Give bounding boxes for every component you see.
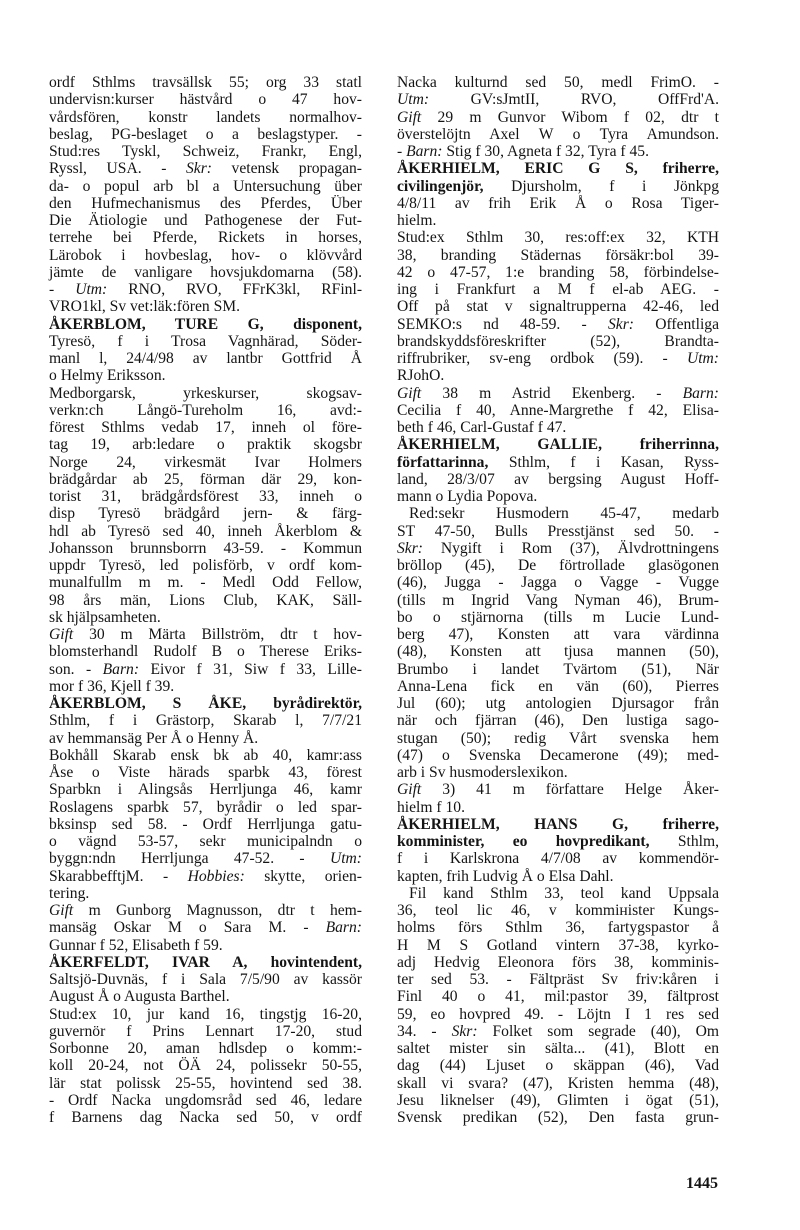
text-run: överstelöjtn Axel W o Tyra Amundson. — [397, 125, 719, 143]
text-run: ÅKERHIELM, ERIC G S, friherre, — [397, 160, 719, 178]
text-run: Utm: — [397, 91, 430, 109]
text-run: Gunnar f 52, Elisabeth f 59. — [49, 936, 223, 954]
text-run: Sthlm, — [649, 833, 720, 850]
text-run: guvernör f Prins Lennart 17-20, stud — [49, 1022, 362, 1040]
text-run: beslag, PG-beslaget o a beslagstyper. - — [49, 125, 362, 143]
text-line — [397, 609, 719, 626]
text-line — [49, 678, 362, 695]
text-line — [397, 1092, 719, 1109]
text-run: Lärobok i hovbeslag, hov- o klövvård — [49, 246, 362, 264]
text-run: Barn: — [102, 660, 140, 678]
text-run: 42 o 47-57, 1:e branding 58, förbindelse- — [397, 263, 719, 281]
text-run: f Barnens dag Nacka sed 50, v ordf — [49, 1109, 362, 1126]
text-run: SkarabbefftjM. - — [49, 867, 188, 885]
text-line — [49, 333, 362, 350]
text-line — [397, 712, 719, 729]
text-line — [49, 937, 362, 954]
text-line — [397, 937, 719, 954]
text-line — [397, 436, 719, 453]
text-run: - — [49, 281, 76, 298]
text-line — [49, 454, 362, 471]
text-line — [49, 74, 362, 91]
text-line — [397, 281, 719, 298]
text-line — [49, 367, 362, 384]
text-line — [49, 799, 362, 816]
text-run: undervisn:kurser hästvård o 47 hov- — [49, 91, 362, 109]
text-line — [397, 1075, 719, 1092]
text-line — [397, 988, 719, 1005]
text-line — [397, 592, 719, 609]
text-line — [49, 574, 362, 591]
text-run: 34. - — [397, 1022, 452, 1040]
text-run: uppdr Tyresö, led polisförb, v ordf kom- — [49, 557, 362, 574]
text-run: 3) 41 m författare Helge Åker- — [421, 781, 719, 799]
text-line — [397, 264, 719, 281]
text-run: Saltsjö-Duvnäs, f i Sala 7/5/90 av kassör — [49, 971, 362, 988]
text-line — [49, 626, 362, 643]
text-run: Gift — [49, 902, 74, 919]
text-line — [397, 1057, 719, 1074]
text-line — [397, 195, 719, 212]
text-run: Gift — [397, 108, 422, 126]
text-run: kapten, frih Ludvig Å o Elsa Dahl. — [397, 867, 614, 885]
text-run: Barn: — [682, 384, 719, 402]
text-line — [397, 126, 719, 143]
text-run: författarinna, — [397, 453, 489, 471]
text-line — [49, 402, 362, 419]
text-run: Gift — [49, 626, 74, 643]
text-line — [397, 505, 719, 522]
text-line — [49, 868, 362, 885]
text-run: av hemmansäg Per Å o Henny Å. — [49, 729, 259, 747]
text-line — [49, 557, 362, 574]
text-line — [49, 643, 362, 660]
text-run: tag 19, arb:ledare o praktik skogsbr — [49, 436, 362, 454]
text-line — [49, 661, 362, 678]
text-line — [397, 868, 719, 885]
text-run: ÅKERHIELM, HANS G, friherre, — [397, 815, 719, 833]
text-run: Utm: — [686, 350, 719, 367]
text-line — [49, 126, 362, 143]
text-line — [397, 160, 719, 177]
text-line — [397, 109, 719, 126]
text-line — [397, 902, 719, 919]
text-run: Anna-Lena fick en vän (60), Pierres — [397, 677, 719, 695]
text-run: Utm: — [329, 850, 362, 868]
text-line — [49, 712, 362, 729]
text-run: skall vi svara? (47), Kristen hemma (48), — [397, 1074, 719, 1092]
text-run: riffrubriker, sv-eng ordbok (59). - — [397, 350, 687, 367]
text-line — [397, 333, 719, 350]
text-run: komminister, eo hovpredikant, — [397, 833, 650, 850]
text-line — [397, 574, 719, 591]
text-line — [397, 247, 719, 264]
text-run: Nygift i Rom (37), Älvdrottningens — [422, 539, 719, 557]
text-line — [49, 764, 362, 781]
text-run: mann o Lydia Popova. — [397, 488, 538, 505]
text-line — [397, 385, 719, 402]
text-run: Eivor f 31, Siw f 33, Lille- — [139, 660, 362, 678]
text-run: land, 28/3/07 av bergsing August Hoff- — [397, 470, 719, 488]
text-line — [49, 833, 362, 850]
text-run: Norge 24, virkesmät Ivar Holmers — [49, 453, 362, 471]
text-run: ÅKERBLOM, S ÅKE, byrådirektör, — [49, 695, 362, 712]
text-run: - — [397, 143, 407, 160]
text-run: beth f 46, Carl-Gustaf f 47. — [397, 419, 567, 436]
text-line — [49, 212, 362, 229]
text-line — [49, 109, 362, 126]
text-run: Ryssl, USA. - — [49, 160, 186, 178]
text-run: holms förs Sthlm 36, fartygspastor å — [397, 919, 719, 937]
text-run: den Hufmechanismus des Pferdes, Über — [49, 194, 362, 212]
text-line — [397, 678, 719, 695]
text-line — [397, 402, 719, 419]
text-line — [49, 1023, 362, 1040]
text-line — [397, 488, 719, 505]
text-line — [49, 419, 362, 436]
text-run: lär stat polissk 25-55, hovintend sed 38. — [49, 1074, 362, 1092]
text-line — [49, 885, 362, 902]
text-line — [397, 747, 719, 764]
text-run: terrehe bei Pferde, Rickets in horses, — [49, 229, 362, 247]
text-run: 38, branding Städernas försäkr:bol 39- — [397, 246, 719, 264]
text-run: när och fjärran (46), Den lustiga sago- — [397, 712, 719, 730]
text-run: Folket som segrade (40), Om — [477, 1022, 720, 1040]
text-run: manl l, 24/4/98 av lantbr Gottfrid Å — [49, 350, 362, 367]
text-line — [397, 850, 719, 867]
text-run: Fil kand Sthlm 33, teol kand Uppsala — [409, 884, 719, 902]
text-line — [397, 454, 719, 471]
text-line — [397, 643, 719, 660]
text-line — [49, 91, 362, 108]
text-run: Nacka kulturnd sed 50, medl FrimO. - — [397, 74, 719, 91]
text-run: jämte de vanligare hovsjukdomarna (58). — [49, 263, 362, 281]
text-line — [397, 626, 719, 643]
text-line — [397, 1006, 719, 1023]
text-run: Utm: — [75, 281, 108, 298]
text-line — [49, 540, 362, 557]
text-run: Sparbkn i Alingsås Herrljunga 46, kamr — [49, 781, 362, 799]
text-line — [49, 988, 362, 1005]
text-run: vårdsfören, konstr landets normalhov- — [49, 108, 362, 126]
text-run: Offentliga — [633, 315, 719, 333]
text-line — [49, 229, 362, 246]
text-run: Barn: — [406, 143, 443, 160]
text-line — [397, 523, 719, 540]
text-line — [49, 919, 362, 936]
text-run: munalfullm m m. - Medl Odd Fellow, — [49, 574, 362, 592]
text-run: Bokhåll Skarab ensk bk ab 40, kamr:ass — [49, 746, 362, 764]
text-run: Jesu liknelser (49), Glimten i ögat (51), — [397, 1091, 719, 1109]
text-run: SEMKO:s nd 48-59. - — [397, 315, 608, 333]
text-run: torist 31, brädgårdsförest 33, inneh o — [49, 488, 362, 505]
text-run: Barn: — [325, 919, 362, 937]
text-run: 29 m Gunvor Wibom f 02, dtr t — [421, 108, 719, 126]
text-line — [49, 350, 362, 367]
text-run: Stud:ex Sthlm 30, res:off:ex 32, KTH — [397, 229, 719, 247]
text-line — [49, 298, 362, 315]
text-run: H M S Gotland vintern 37-38, kyrko- — [397, 936, 719, 954]
text-run: Hobbies: — [187, 867, 245, 885]
text-line — [49, 747, 362, 764]
text-run: VRO1kl, Sv vet:läk:fören SM. — [49, 298, 241, 316]
text-line — [49, 178, 362, 195]
text-run: brädgårdar ab 25, förman där 29, kon- — [49, 470, 362, 488]
text-run: Skr: — [451, 1022, 478, 1040]
text-run: (tills m Ingrid Vang Nyman 46), Brum- — [397, 591, 719, 609]
text-run: verkn:ch Långö-Tureholm 16, avd:- — [49, 401, 362, 419]
text-line — [49, 592, 362, 609]
text-line — [397, 781, 719, 798]
text-line — [397, 74, 719, 91]
text-line — [397, 1040, 719, 1057]
text-line — [49, 1057, 362, 1074]
text-line — [397, 419, 719, 436]
text-run: Svensk predikan (52), Den fasta grun- — [397, 1109, 719, 1126]
text-run: ÅKERBLOM, TURE G, disponent, — [49, 315, 362, 333]
text-line — [397, 540, 719, 557]
text-line — [397, 816, 719, 833]
text-run: August Å o Augusta Barthel. — [49, 988, 230, 1006]
text-line — [397, 971, 719, 988]
text-run: koll 20-24, not ÖÄ 24, polissekr 50-55, — [49, 1057, 362, 1075]
text-run: 98 års män, Lions Club, KAK, Säll- — [49, 591, 362, 609]
text-run: Off på stat v signaltrupperna 42-46, led — [397, 298, 719, 316]
text-run: m Gunborg Magnusson, dtr t hem- — [73, 902, 362, 919]
text-run: skytte, orien- — [244, 867, 362, 885]
text-run: Skr: — [185, 160, 212, 178]
text-line — [49, 781, 362, 798]
text-run: Cecilia f 40, Anne-Margrethe f 42, Elisa- — [397, 401, 719, 419]
text-line — [49, 1006, 362, 1023]
text-run: mor f 36, Kjell f 39. — [49, 677, 175, 695]
text-line — [397, 954, 719, 971]
text-run: Djursholm, f i Jönkpg — [483, 177, 719, 195]
text-line — [397, 471, 719, 488]
text-run: arb i Sv husmoderslexikon. — [397, 764, 568, 781]
text-run: ordf Sthlms travsällsk 55; org 33 statl — [49, 74, 362, 91]
text-run: son. - — [49, 660, 103, 678]
text-run: saltet mister sin sälta... (41), Blott en — [397, 1040, 719, 1057]
text-run: Stud:res Tyskl, Schweiz, Frankr, Engl, — [49, 143, 362, 160]
text-run: sk hjälpsamheten. — [49, 608, 161, 626]
text-line — [49, 195, 362, 212]
text-run: 36, teol lic 46, v kommінister Kungs- — [397, 902, 719, 919]
text-run: Die Ätiologie und Pathogenese der Fut- — [49, 212, 362, 229]
text-run: Roslagens sparbk 57, byrådir o led spar- — [49, 798, 362, 816]
text-run: da- o popul arb bl a Untersuchung über — [49, 177, 362, 195]
right-text-column — [397, 74, 719, 1174]
text-line — [49, 816, 362, 833]
text-run: ÅKERHIELM, GALLIE, friherrinna, — [397, 436, 719, 454]
text-run: Skr: — [397, 539, 423, 557]
text-run: 38 m Astrid Ekenberg. - — [421, 384, 683, 402]
text-run: Finl 40 o 41, mil:pastor 39, fältprost — [397, 988, 719, 1006]
text-run: Jul (60); utg antologien Djursagor från — [397, 695, 719, 712]
text-run: 59, eo hovpred 49. - Löjtn I 1 res sed — [397, 1005, 719, 1023]
text-run: Tyresö, f i Trosa Vagnhärad, Söder- — [49, 332, 362, 350]
text-run: berg 47), Konsten att vara värdinna — [397, 626, 719, 643]
text-line — [49, 1109, 362, 1126]
text-line — [49, 436, 362, 453]
text-run: (47) o Svenska Decamerone (49); med- — [397, 746, 719, 764]
text-line — [49, 143, 362, 160]
text-line — [49, 1040, 362, 1057]
text-run: RNO, RVO, FFrK3kl, RFinl- — [107, 281, 363, 298]
text-line — [49, 385, 362, 402]
text-run: RJohO. — [397, 367, 445, 385]
text-line — [397, 298, 719, 315]
text-line — [397, 91, 719, 108]
text-line — [397, 764, 719, 781]
text-run: brandskyddsföreskrifter (52), Brandta- — [397, 332, 719, 350]
text-run: Skr: — [607, 315, 634, 333]
text-line — [49, 1075, 362, 1092]
text-line — [397, 885, 719, 902]
text-run: Stud:ex 10, jur kand 16, tingstjg 16-20, — [49, 1005, 362, 1023]
text-line — [49, 609, 362, 626]
text-line — [49, 695, 362, 712]
text-run: mansäg Oskar M o Sara M. - — [49, 919, 326, 937]
text-run: ter sed 53. - Fältpräst Sv friv:kåren i — [397, 971, 719, 988]
text-line — [397, 1023, 719, 1040]
text-line — [49, 247, 362, 264]
text-run: bo o stjärnorna (tills m Lucie Lund- — [397, 608, 719, 626]
text-run: o Helmy Eriksson. — [49, 367, 166, 385]
text-run: stugan (50); redig Vårt svenska hem — [397, 729, 719, 747]
text-line — [397, 661, 719, 678]
page-number: 1445 — [686, 1175, 718, 1192]
left-text-column — [49, 74, 362, 1174]
text-line — [49, 316, 362, 333]
text-run: (46), Jugga - Jagga o Vagge - Vugge — [397, 574, 719, 592]
text-line — [397, 833, 719, 850]
text-line — [49, 850, 362, 867]
text-line — [49, 902, 362, 919]
text-line — [49, 264, 362, 281]
text-run: Gift — [397, 384, 422, 402]
text-run: Red:sekr Husmodern 45-47, medarb — [409, 505, 719, 523]
text-line — [49, 160, 362, 177]
text-line — [397, 229, 719, 246]
text-run: Sorbonne 20, aman hdlsdep o komm:- — [49, 1040, 362, 1057]
text-run: byggn:ndn Herrljunga 47-52. - — [49, 850, 330, 868]
text-line — [397, 557, 719, 574]
text-run: Johansson brunnsborrn 43-59. - Kommun — [49, 539, 362, 557]
text-line — [49, 730, 362, 747]
text-run: vetensk propagan- — [211, 160, 362, 178]
text-line — [49, 505, 362, 522]
text-run: Sthlm, f i Grästorp, Skarab l, 7/7/21 — [49, 712, 362, 730]
text-line — [49, 471, 362, 488]
text-run: bröllop (45), De förtrollade glasögonen — [397, 557, 719, 574]
text-line — [397, 143, 719, 160]
text-run: Brumbo i landet Tvärtom (51), När — [397, 660, 719, 678]
text-line — [397, 919, 719, 936]
text-line — [49, 488, 362, 505]
text-line — [49, 971, 362, 988]
text-run: 30 m Märta Billström, dtr t hov- — [73, 626, 362, 643]
text-run: adj Hedvig Eleonora förs 38, komminis- — [397, 953, 719, 971]
text-run: blomsterhandl Rudolf B o Therese Eriks- — [49, 643, 362, 661]
text-run: civilingenjör, — [397, 177, 484, 195]
text-line — [397, 316, 719, 333]
text-run: 4/8/11 av frih Erik Å o Rosa Tiger- — [397, 194, 719, 212]
text-run: bksinsp sed 58. - Ordf Herrljunga gatu- — [49, 815, 362, 833]
text-run: ÅKERFELDT, IVAR A, hovintendent, — [49, 953, 362, 971]
text-line — [49, 1092, 362, 1109]
text-run: Stig f 30, Agneta f 32, Tyra f 45. — [442, 143, 649, 160]
text-line — [49, 954, 362, 971]
text-run: Gift — [397, 781, 422, 799]
text-line — [49, 281, 362, 298]
text-run: dag (44) Ljuset o skäppan (46), Vad — [397, 1057, 719, 1075]
text-run: ing i Frankfurt a M f el-ab AEG. - — [397, 281, 719, 298]
text-run: f i Karlskrona 4/7/08 av kommendör- — [397, 850, 719, 868]
text-run: hielm f 10. — [397, 798, 465, 816]
text-line — [397, 1109, 719, 1126]
text-run: hielm. — [397, 212, 437, 229]
text-line — [397, 367, 719, 384]
text-run: disp Tyresö brädgård jern- & färg- — [49, 505, 362, 523]
text-run: ST 47-50, Bulls Presstjänst sed 50. - — [397, 522, 719, 540]
text-run: - Ordf Nacka ungdomsråd sed 46, ledare — [49, 1091, 362, 1109]
text-run: Sthlm, f i Kasan, Ryss- — [488, 453, 719, 471]
text-run: hdl ab Tyresö sed 40, inneh Åkerblom & — [49, 522, 362, 540]
text-line — [397, 178, 719, 195]
text-line — [397, 695, 719, 712]
text-line — [49, 523, 362, 540]
text-run: o vägnd 53-57, sekr municipalndn o — [49, 833, 362, 850]
text-run: tering. — [49, 884, 90, 902]
text-run: Medborgarsk, yrkeskurser, skogsav- — [49, 384, 362, 402]
text-line — [397, 350, 719, 367]
text-run: förest Sthlms vedab 17, inneh ol före- — [49, 419, 362, 436]
text-line — [397, 799, 719, 816]
text-run: GV:sJmtII, RVO, OffFrd'A. — [429, 91, 719, 109]
text-line — [397, 730, 719, 747]
text-line — [397, 212, 719, 229]
text-run: (48), Konsten att tjusa mannen (50), — [397, 643, 719, 661]
text-run: Åse o Viste härads sparbk 43, förest — [49, 764, 362, 781]
